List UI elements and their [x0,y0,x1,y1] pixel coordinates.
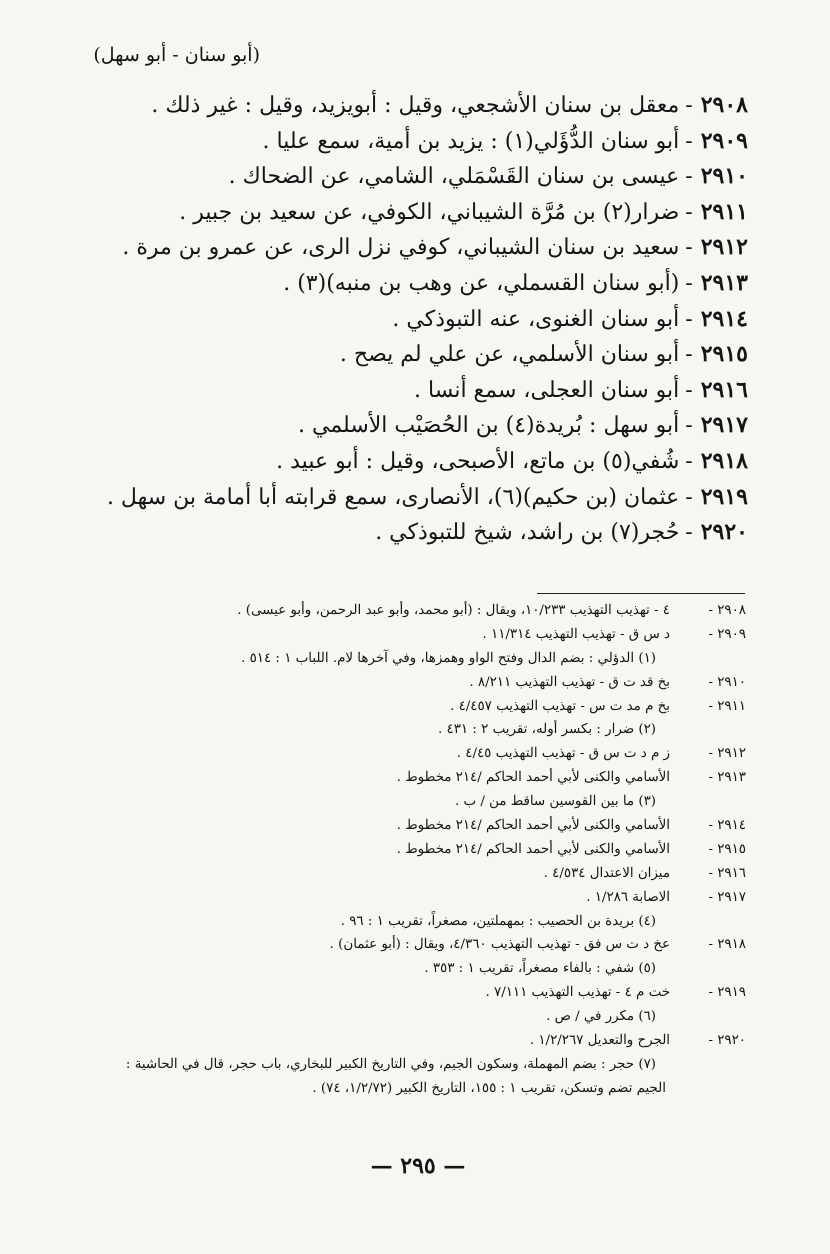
entry-dash: - [685,93,693,118]
footnote-reference [30,599,746,623]
entry-dash: - [685,164,693,190]
footnote-number: ٢٩١٤ - [708,818,746,834]
entry-text: أبو سنان العجلى، سمع أنسا . [414,377,680,403]
footnote-reference [30,838,746,862]
entry-number: ٢٩١٢ [700,234,748,261]
entry-number: ٢٩٠٩ [700,127,748,154]
footnote-text: (١) الدؤلي : بضم الدال وفتح الواو وهمزها، وفي آخرها لام. اللباب ١ : ٥١٤ . [241,650,656,666]
entry-row [108,88,748,124]
entry-number: ٢٩١٤ [700,305,748,332]
footnote-text: الجيم تضم وتسكن، تقريب ١ : ١٥٥، التاريخ الكبير (١/٢/٧٢، ٧٤) . [312,1080,666,1096]
footnote-text: عخ د ت س فق - تهذيب التهذيب ٤/٣٦٠، ويقال : (أبو عثمان) . [329,937,670,953]
footnote-text: (٣) ما بين القوسين ساقط من / ب . [454,794,656,810]
footnote-number: ٢٩١٧ - [708,889,746,905]
footnote-number: ٢٩٠٨ - [708,603,746,618]
entry-row [108,266,748,302]
entry-number: ٢٩١٧ [700,412,748,439]
entry-text: شُفي(٥) بن ماتع، الأصبحى، وقيل : أبو عبيد . [276,448,680,474]
footnote-reference [30,981,746,1005]
entry-dash: - [685,377,693,403]
entry-dash: - [685,342,693,368]
entry-row [108,195,748,231]
footnote-text: (٤) بريدة بن الحصيب : بمهملتين، مصغراً، تقريب ١ : ٩٦ . [340,913,656,929]
footnote-number: ٢٩٠٩ - [708,626,746,642]
footnote-text: (٢) ضرار : بكسر أوله، تقريب ٢ : ٤٣١ . [438,722,656,738]
entry-text: أبو سنان الدُّؤَلي(١) : يزيد بن أمية، سمع عليا . [262,128,680,154]
footnote-text: ٤ - تهذيب التهذيب ١٠/٢٣٣، ويقال : (أبو محمد، وأبو عبد الرحمن، وأبو عيسى) . [237,603,670,618]
entry-row [108,302,748,338]
entry-text: عيسى بن سنان القَسْمَلي، الشامي، عن الضحاك . [228,164,680,190]
footnote-text: (٧) حجر : بضم المهملة، وسكون الجيم، وفي التاريخ الكبير للبخاري، باب حجر، قال في الحاشية : [125,1056,656,1072]
footnote-number: ٢٩١٣ - [708,770,746,786]
entry-text: عثمان (بن حكيم)(٦)، الأنصارى، سمع قرابته أبا أمامة بن سهل . [106,484,680,510]
entry-dash: - [685,235,693,261]
entry-text: حُجر(٧) بن راشد، شيخ للتبوذكي . [375,520,680,546]
footnote-text: الأسامي والكنى لأبي أحمد الحاكم /٢١٤ مخطوط . [396,818,670,834]
footnote-number: ٢٩١٦ - [708,865,746,881]
entry-number: ٢٩١٨ [700,447,748,474]
footnote-note [30,910,746,934]
footnote-text: د س ق - تهذيب التهذيب ١١/٣١٤ . [482,626,670,642]
footnote-text: ز م د ت س ق - تهذيب التهذيب ٤/٤٥ . [456,746,670,762]
footnote-text: (٦) مكرر في / ص . [546,1009,656,1025]
footnote-reference [30,623,746,647]
footnote-note [30,647,746,671]
entry-number: ٢٩١٠ [700,163,748,190]
entry-number: ٢٩١١ [700,198,748,225]
entry-dash: - [685,520,693,546]
footnote-text: بخ قد ت ق - تهذيب التهذيب ٨/٢١١ . [469,674,670,690]
entry-text: معقل بن سنان الأشجعي، وقيل : أبويزيد، وقيل : غير ذلك . [151,93,680,118]
entry-number: ٢٩١٩ [700,483,748,510]
entry-dash: - [685,270,693,296]
entry-dash: - [685,128,693,154]
entry-number: ٢٩١٦ [700,376,748,403]
footnote-text: الأسامي والكنى لأبي أحمد الحاكم /٢١٤ مخطوط . [396,770,670,786]
footnote-note [30,1053,746,1077]
entry-text: أبو سنان الأسلمي، عن علي لم يصح . [339,342,680,368]
entry-row [108,408,748,444]
entry-row [108,444,748,480]
entry-number: ٢٩١٥ [700,341,748,368]
entry-text: أبو سهل : بُريدة(٤) بن الحُصَيْب الأسلمي . [298,413,680,439]
entry-number: ٢٩١٣ [700,269,748,296]
footnote-note [30,718,746,742]
footnote-note [30,1077,746,1101]
entry-text: ضرار(٢) بن مُرَّة الشيباني، الكوفي، عن سعيد بن جبير . [179,199,680,225]
footnote-note [30,1005,746,1029]
footnote-text: بخ م مد ت س - تهذيب التهذيب ٤/٤٥٧ . [450,698,670,714]
entry-dash: - [685,199,693,225]
footnote-reference [30,695,746,719]
footnote-note [30,957,746,981]
entry-row [108,515,748,551]
footnote-reference [30,862,746,886]
footnote-reference [30,766,746,790]
entry-row [108,159,748,195]
footnote-number: ٢٩١٩ - [708,985,746,1001]
footnote-number: ٢٩١٨ - [708,937,746,953]
footnote-text: ميزان الاعتدال ٤/٥٣٤ . [543,865,670,881]
footnote-number: ٢٩١١ - [708,698,746,714]
footnote-text: خت م ٤ - تهذيب التهذيب ٧/١١١ . [485,985,670,1001]
footnote-reference [30,671,746,695]
entry-row [108,124,748,160]
entry-dash: - [685,413,693,439]
footnote-number: ٢٩١٢ - [708,746,746,762]
footnote-reference [30,933,746,957]
entry-row [108,230,748,266]
footnote-reference [30,886,746,910]
entry-dash: - [685,484,693,510]
footnote-number: ٢٩١٠ - [708,674,746,690]
entry-dash: - [685,448,693,474]
footnote-list [30,599,746,1101]
footnote-text: الجرح والتعديل ١/٢/٢٦٧ . [529,1033,670,1049]
footnote-text: (٥) شفي : بالفاء مصغراً، تقريب ١ : ٣٥٣ . [424,961,656,977]
entry-row [108,373,748,409]
entry-text: (أبو سنان القسملي، عن وهب بن منبه)(٣) . [283,270,680,296]
running-header: (أبو سنان - أبو سهل) [93,44,260,66]
footnote-text: الأسامي والكنى لأبي أحمد الحاكم /٢١٤ مخطوط . [396,841,670,857]
footnote-text: الاصابة ١/٢٨٦ . [586,889,670,905]
entry-row [108,337,748,373]
footnote-reference [30,1029,746,1053]
footnote-note [30,790,746,814]
footnote-number: ٢٩١٥ - [708,841,746,857]
entry-list [108,88,748,551]
page-number: — ٢٩٥ — [370,1153,466,1179]
footnote-number: ٢٩٢٠ - [708,1033,746,1049]
entry-dash: - [685,306,693,332]
footnote-reference [30,814,746,838]
footnote-separator [537,593,745,594]
entry-row [108,480,748,516]
entry-number: ٢٩٠٨ [700,92,748,118]
entry-number: ٢٩٢٠ [700,519,748,546]
entry-text: سعيد بن سنان الشيباني، كوفي نزل الرى، عن عمرو بن مرة . [122,235,680,261]
footnote-reference [30,742,746,766]
entry-text: أبو سنان الغنوى، عنه التبوذكي . [392,306,680,332]
